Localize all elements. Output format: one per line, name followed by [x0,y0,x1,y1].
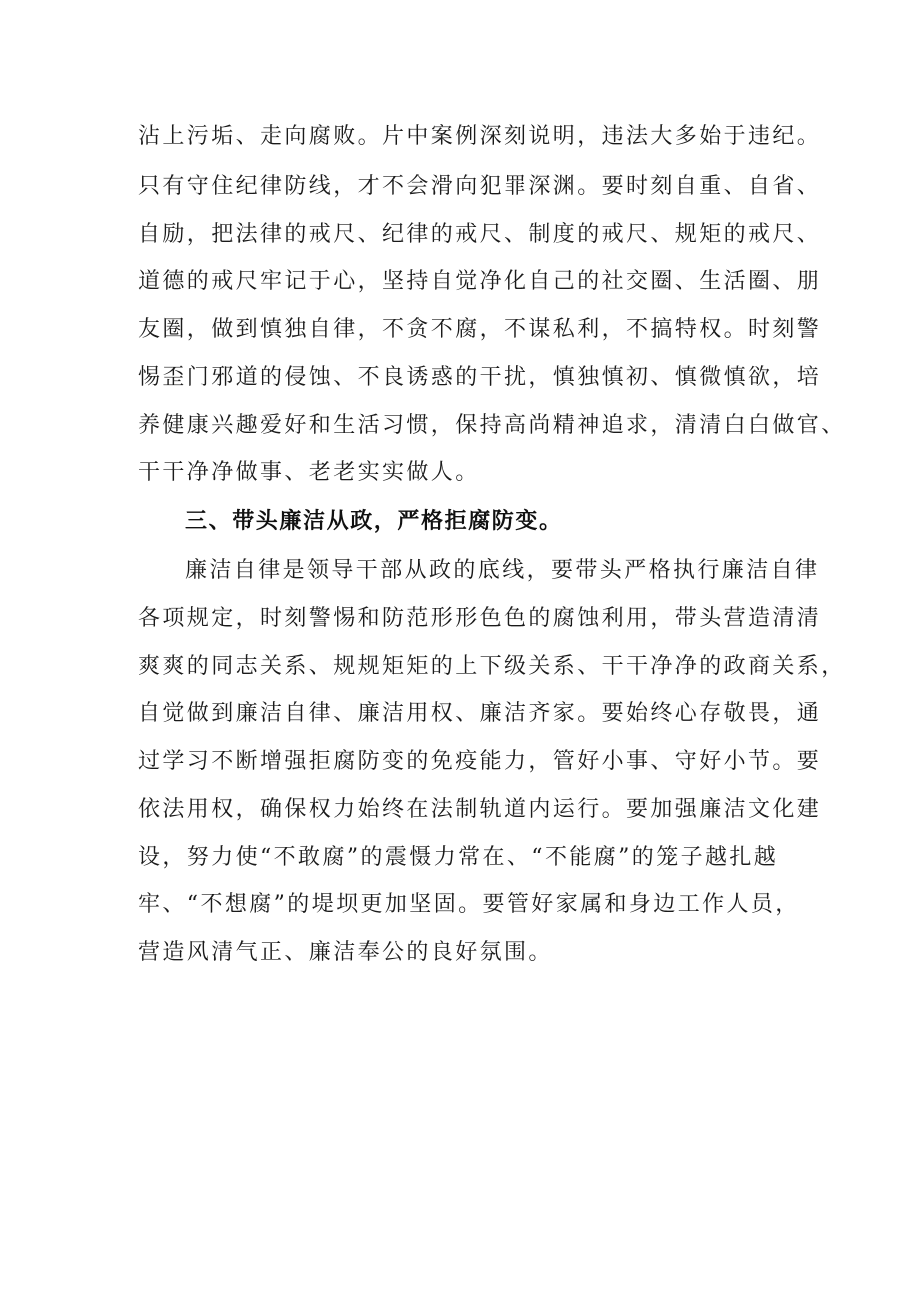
paragraph-line: 营造风清气正、廉洁奉公的良好氛围。 [138,940,553,965]
paragraph-line: 过学习不断增强拒腐防变的免疫能力，管好小事、守好小节。要 [138,749,822,774]
section-heading: 三、带头廉洁从政，严格拒腐防变。 [185,509,563,534]
paragraph-line: 爽爽的同志关系、规规矩矩的上下级关系、干干净净的政商关系， [138,654,846,679]
paragraph-line: 自觉做到廉洁自律、廉洁用权、廉洁齐家。要始终心存敬畏，通 [138,701,822,726]
paragraph-line: 道德的戒尺牢记于心，坚持自觉净化自己的社交圈、生活圈、朋 [138,269,822,294]
paragraph-line: 干干净净做事、老老实实做人。 [138,460,480,485]
paragraph-line: 各项规定，时刻警惕和防范形形色色的腐蚀利用，带头营造清清 [138,606,822,631]
paragraph-line: 沾上污垢、走向腐败。片中案例深刻说明，违法大多始于违纪。 [138,124,822,149]
paragraph-line: 自励，把法律的戒尺、纪律的戒尺、制度的戒尺、规矩的戒尺、 [138,222,822,247]
paragraph-line: 设，努力使“不敢腐”的震慑力常在、“不能腐”的笼子越扎越 [138,845,779,870]
paragraph-line: 牢、“不想腐”的堤坝更加坚固。要管好家属和身边工作人员， [138,892,800,917]
paragraph-line: 依法用权，确保权力始终在法制轨道内运行。要加强廉洁文化建 [138,797,822,822]
paragraph-line: 友圈，做到慎独自律，不贪不腐，不谋私利，不搞特权。时刻警 [138,317,822,342]
paragraph-line: 惕歪门邪道的侵蚀、不良诱惑的干扰，慎独慎初、慎微慎欲，培 [138,365,822,390]
paragraph-line: 养健康兴趣爱好和生活习惯，保持高尚精神追求，清清白白做官、 [138,413,846,438]
paragraph-line: 只有守住纪律防线，才不会滑向犯罪深渊。要时刻自重、自省、 [138,174,822,199]
paragraph-line: 廉洁自律是领导干部从政的底线，要带头严格执行廉洁自律 [185,558,820,583]
